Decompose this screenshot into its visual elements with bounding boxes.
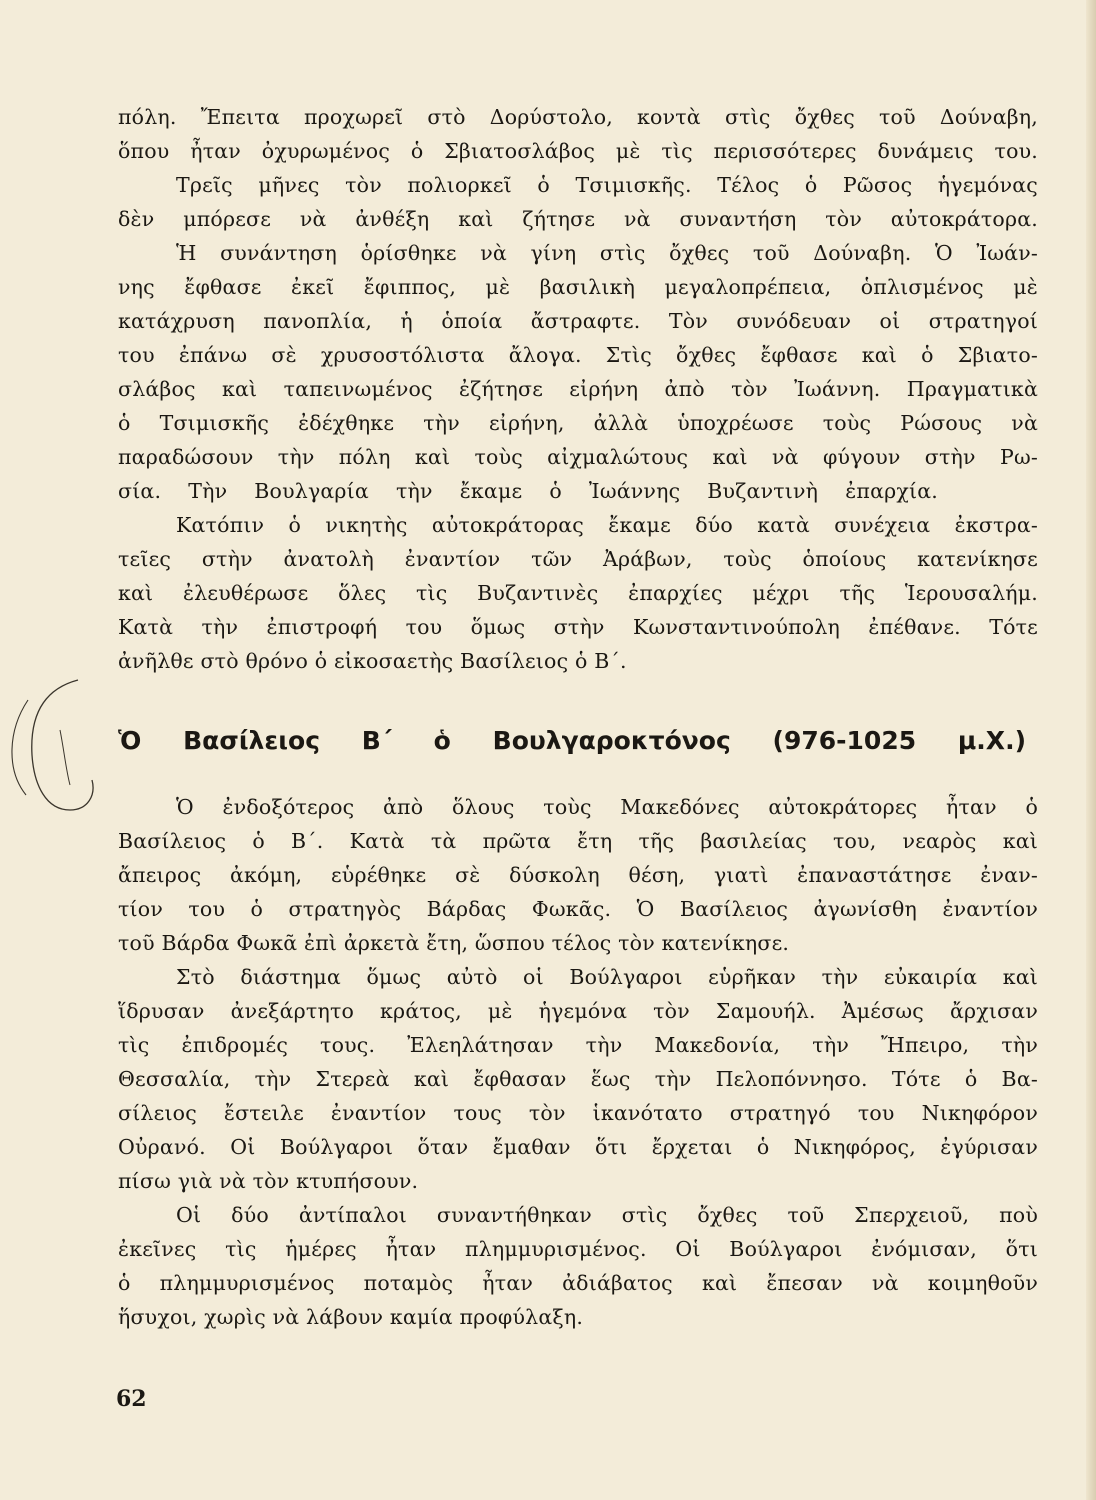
text-line: Κατόπιν ὁ νικητὴς αὐτοκράτορας ἔκαμε δύο κατὰ συνέχεια ἐκστρα-	[176, 513, 1038, 537]
text-line: ὁ πλημμυρισμένος ποταμὸς ἦταν ἀδιάβατος καὶ ἔπεσαν νὰ κοιμηθοῦν	[118, 1271, 1038, 1295]
text-line: ἵδρυσαν ἀνεξάρτητο κράτος, μὲ ἡγεμόνα τὸν Σαμουήλ. Ἀμέσως ἄρχισαν	[118, 999, 1038, 1023]
text-line: ἄπειρος ἀκόμη, εὑρέθηκε σὲ δύσκολη θέση, γιατὶ ἐπαναστάτησε ἐναν-	[118, 863, 1038, 887]
text-line: Οὐρανό. Οἱ Βούλγαροι ὅταν ἔμαθαν ὅτι ἔρχεται ὁ Νικηφόρος, ἐγύρισαν	[118, 1135, 1038, 1159]
text-line: Τρεῖς μῆνες τὸν πολιορκεῖ ὁ Τσιμισκῆς. Τέλος ὁ Ρῶσος ἡγεμόνας	[176, 173, 1038, 197]
text-line: Βασίλειος ὁ Β΄. Κατὰ τὰ πρῶτα ἔτη τῆς βασιλείας του, νεαρὸς καὶ	[118, 829, 1038, 853]
page-text	[118, 100, 1038, 1334]
text-line: Στὸ διάστημα ὅμως αὐτὸ οἱ Βούλγαροι εὑρῆκαν τὴν εὐκαιρία καὶ	[176, 965, 1038, 989]
page-number: 62	[116, 1386, 147, 1412]
text-line: πίσω γιὰ νὰ τὸν κτυπήσουν.	[118, 1169, 419, 1193]
text-line: τίον του ὁ στρατηγὸς Βάρδας Φωκᾶς. Ὁ Βασίλειος ἀγωνίσθη ἐναντίον	[118, 897, 1038, 921]
text-line: σίλειος ἔστειλε ἐναντίον τους τὸν ἱκανότατο στρατηγό του Νικηφόρον	[118, 1101, 1038, 1125]
text-line: ἥσυχοι, χωρὶς νὰ λάβουν καμία προφύλαξη.	[118, 1305, 584, 1329]
text-line: Κατὰ τὴν ἐπιστροφή του ὅμως στὴν Κωνσταντινούπολη ἐπέθανε. Τότε	[118, 615, 1038, 639]
text-line: Οἱ δύο ἀντίπαλοι συναντήθηκαν στὶς ὄχθες τοῦ Σπερχειοῦ, ποὺ	[176, 1203, 1038, 1227]
text-line: σλάβος καὶ ταπεινωμένος ἐζήτησε εἰρήνη ἀπὸ τὸν Ἰωάννη. Πραγματικὰ	[118, 377, 1038, 401]
text-line: ἀνῆλθε στὸ θρόνο ὁ εἰκοσαετὴς Βασίλειος ὁ Β΄.	[118, 649, 627, 673]
text-line: ὁ Τσιμισκῆς ἐδέχθηκε τὴν εἰρήνη, ἀλλὰ ὑποχρέωσε τοὺς Ρώσους νὰ	[118, 411, 1038, 435]
page-edge-shadow	[1086, 0, 1096, 1500]
text-line: δὲν μπόρεσε νὰ ἀνθέξη καὶ ζήτησε νὰ συναντήση τὸν αὐτοκράτορα.	[118, 207, 1038, 231]
handwritten-margin-mark	[0, 660, 110, 860]
text-line: τὶς ἐπιδρομές τους. Ἐλεηλάτησαν τὴν Μακεδονία, τὴν Ἤπειρο, τὴν	[118, 1033, 1038, 1057]
text-line: τοῦ Βάρδα Φωκᾶ ἐπὶ ἀρκετὰ ἔτη, ὥσπου τέλος τὸν κατενίκησε.	[118, 931, 790, 955]
text-line: κατάχρυση πανοπλία, ἡ ὁποία ἄστραφτε. Τὸν συνόδευαν οἱ στρατηγοί	[118, 309, 1038, 333]
text-line: νης ἔφθασε ἐκεῖ ἔφιππος, μὲ βασιλικὴ μεγαλοπρέπεια, ὁπλισμένος μὲ	[118, 275, 1038, 299]
text-line: ὅπου ἦταν ὀχυρωμένος ὁ Σβιατοσλάβος μὲ τὶς περισσότερες δυνάμεις του.	[118, 139, 1038, 163]
text-line: ἐκεῖνες τὶς ἡμέρες ἦταν πλημμυρισμένος. Οἱ Βούλγαροι ἐνόμισαν, ὅτι	[118, 1237, 1038, 1261]
text-line: καὶ ἐλευθέρωσε ὅλες τὶς Βυζαντινὲς ἐπαρχίες μέχρι τῆς Ἱερουσαλήμ.	[118, 581, 1038, 605]
text-line: Θεσσαλία, τὴν Στερεὰ καὶ ἔφθασαν ἕως τὴν Πελοπόννησο. Τότε ὁ Βα-	[118, 1067, 1038, 1091]
text-line: του ἐπάνω σὲ χρυσοστόλιστα ἄλογα. Στὶς ὄχθες ἔφθασε καὶ ὁ Σβιατο-	[118, 343, 1038, 367]
text-line: σία. Τὴν Βουλγαρία τὴν ἔκαμε ὁ Ἰωάννης Βυζαντινὴ ἐπαρχία.	[118, 479, 938, 503]
section-heading: Ὁ Βασίλειος Β΄ ὁ Βουλγαροκτόνος (976-1025 μ.Χ.)	[118, 726, 1026, 755]
text-line: Ὁ ἐνδοξότερος ἀπὸ ὅλους τοὺς Μακεδόνες αὐτοκράτορες ἦταν ὁ	[176, 795, 1038, 819]
text-line: τεῖες στὴν ἀνατολὴ ἐναντίον τῶν Ἀράβων, τοὺς ὁποίους κατενίκησε	[118, 547, 1038, 571]
text-line: Ἡ συνάντηση ὁρίσθηκε νὰ γίνη στὶς ὄχθες τοῦ Δούναβη. Ὁ Ἰωάν-	[176, 241, 1038, 265]
text-line: πόλη. Ἔπειτα προχωρεῖ στὸ Δορύστολο, κοντὰ στὶς ὄχθες τοῦ Δούναβη,	[118, 105, 1038, 129]
text-line: παραδώσουν τὴν πόλη καὶ τοὺς αἰχμαλώτους καὶ νὰ φύγουν στὴν Ρω-	[118, 445, 1038, 469]
